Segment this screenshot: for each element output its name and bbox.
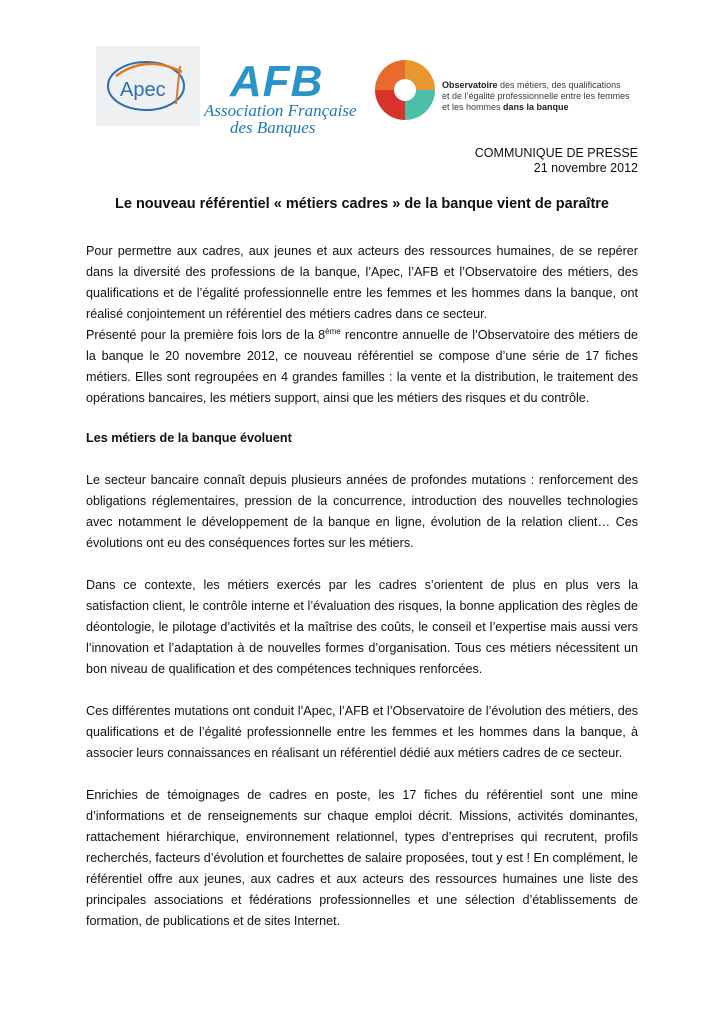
intro-block xyxy=(86,241,638,409)
intro-paragraph-1: Pour permettre aux cadres, aux jeunes et aux acteurs des ressources humaines, de se repérer dans la diversité des professions de la banque, l’Apec, l’AFB et l’Observatoire des métiers, des qualifications et de l’égalité professionnelle entre les femmes et les hommes dans la banque, ont réalisé conjointement un référentiel des métiers cadres dans ce secteur. xyxy=(86,244,638,321)
body-paragraph-1: Le secteur bancaire connaît depuis plusieurs années de profondes mutations : renforcement des obligations réglementaires, pression de la concurrence, introduction des nouvelles technologies avec notamment le développement de la banque en ligne, évolution de la relation client… Ces évolutions ont eu des conséquences fortes sur les métiers. xyxy=(86,473,638,550)
document-date: 21 novembre 2012 xyxy=(533,161,638,175)
apec-logo xyxy=(96,46,200,126)
observatoire-logo-text: Observatoire des métiers, des qualifications et de l’égalité professionnelle entre les femmes et les hommes dans la banque xyxy=(442,80,630,112)
body-paragraph-4: Enrichies de témoignages de cadres en poste, les 17 fiches du référentiel sont une mine d’informations et de renseignements sur chaque emploi décrit. Missions, activités dominantes, rattachement hiérarchique, environnement relationnel, types d’entreprises qui recrutent, profils recherchés, facteurs d’évolution et fourchettes de salaire proposées, tout y est ! En complément, le référentiel offre aux jeunes, aux cadres et aux acteurs des ressources humaines une liste des principales associations et fédérations professionnelles et une sélection d’établissements de formation, de publications et de sites Internet. xyxy=(86,788,638,928)
apec-logo-text: Apec xyxy=(120,79,166,101)
document-type: COMMUNIQUE DE PRESSE xyxy=(474,146,638,160)
section-heading: Les métiers de la banque évoluent xyxy=(86,431,292,445)
afb-logo-line1: Association Française xyxy=(204,101,357,120)
observatoire-swirl-icon xyxy=(372,58,438,122)
afb-logo-line2: des Banques xyxy=(230,118,316,137)
body-paragraph-2: Dans ce contexte, les métiers exercés par les cadres s’orientent de plus en plus vers la satisfaction client, le contrôle interne et l’évaluation des risques, la bonne application des règles de déontologie, le pilotage d’activités et la maîtrise des coûts, le conseil et l’expertise mais aussi vers l’innovation et l’adaptation à de nouvelles formes d’organisation. Tous ces métiers nécessitent un bon niveau de qualification et des compétences techniques renforcées. xyxy=(86,578,638,676)
intro-paragraph-2: Présenté pour la première fois lors de la 8ème rencontre annuelle de l’Observatoire des métiers de la banque le 20 novembre 2012, ce nouveau référentiel se compose d’une série de 17 fiches métiers. Elles sont regroupées en 4 grandes familles : la vente et la distribution, le traitement des opérations bancaires, les métiers support, ainsi que les métiers des risques et du contrôle. xyxy=(86,326,638,405)
afb-logo-mark: AFB xyxy=(230,57,324,106)
observatoire-logo xyxy=(372,58,632,122)
page-title: Le nouveau référentiel « métiers cadres » de la banque vient de paraître xyxy=(115,196,609,212)
press-release-header xyxy=(475,146,638,176)
afb-logo xyxy=(200,58,365,138)
body-paragraph-3: Ces différentes mutations ont conduit l’Apec, l’AFB et l’Observatoire de l’évolution des métiers, des qualifications et de l’égalité professionnelle entre les femmes et les hommes dans la banque, à associer leurs connaissances en réalisant un référentiel dédié aux métiers cadres de ce secteur. xyxy=(86,704,638,760)
